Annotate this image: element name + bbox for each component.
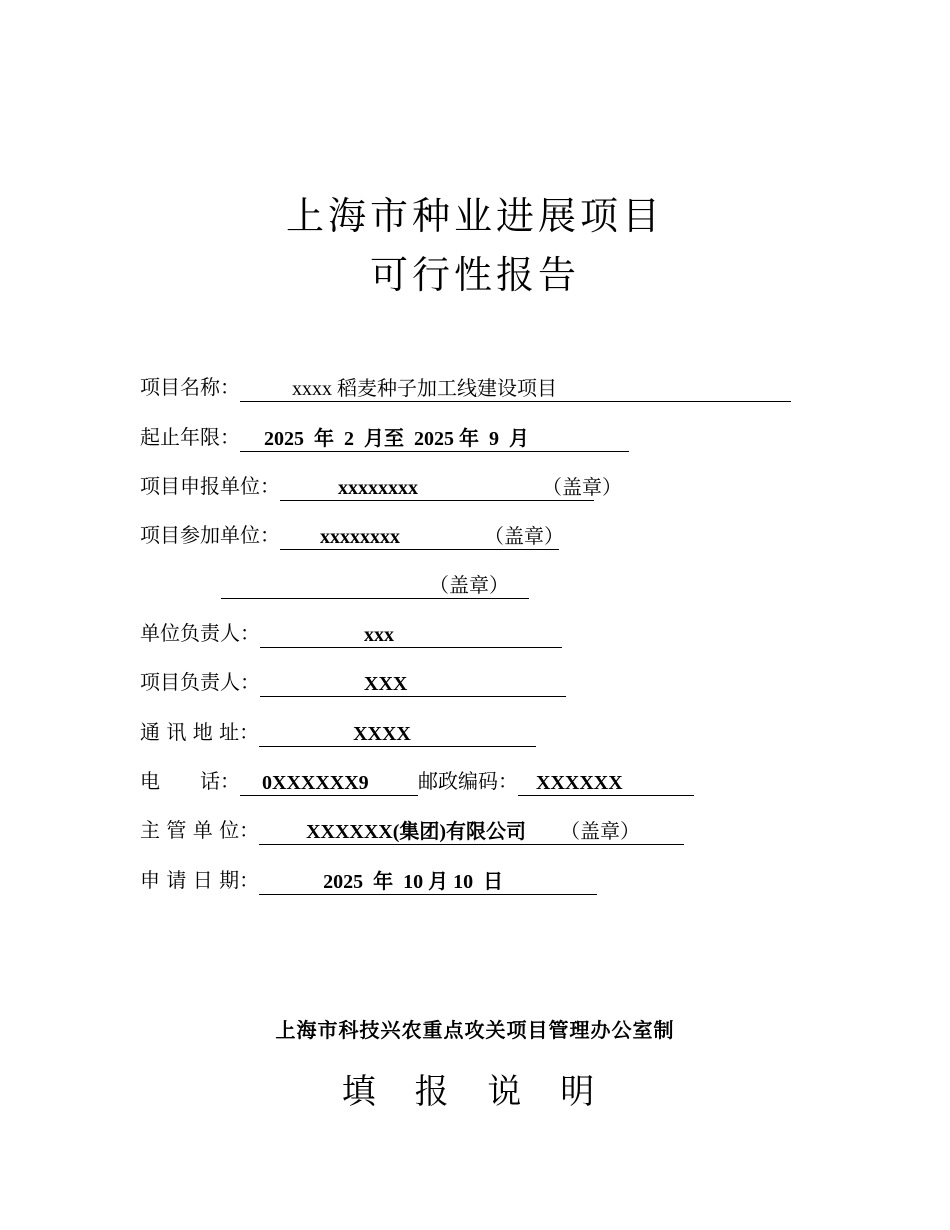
unit-head-field — [260, 623, 562, 648]
project-head-row — [140, 667, 566, 697]
applicant-seal: （盖章） — [542, 477, 622, 499]
address-label: 通 讯 地 址： — [140, 720, 260, 744]
report-title-line2: 可行性报告 — [369, 253, 580, 297]
supervisor-value: XXXXXX(集团)有限公司 — [306, 821, 527, 843]
project-head-field — [260, 672, 566, 697]
apply-date-row — [140, 865, 597, 895]
unit-head-row — [140, 618, 562, 648]
project-head-value: XXX — [364, 673, 408, 695]
phone-row — [140, 766, 694, 796]
postcode-label: 邮政编码： — [418, 769, 518, 793]
project-name-field — [240, 377, 791, 402]
unit-head-value: xxx — [364, 624, 394, 646]
participant2-seal: （盖章） — [429, 575, 509, 597]
participant-row — [140, 520, 564, 550]
period-field — [240, 427, 629, 452]
address-row — [140, 717, 536, 747]
report-title-line1: 上海市种业进展项目 — [285, 194, 664, 238]
project-head-label: 项目负责人： — [140, 670, 260, 694]
apply-date-label: 申 请 日 期： — [140, 868, 260, 892]
supervisor-label: 主 管 单 位： — [140, 818, 260, 842]
issuer-line: 上海市科技兴农重点攻关项目管理办公室制 — [275, 1018, 675, 1042]
phone-label: 电 话： — [140, 769, 240, 793]
applicant-value: xxxxxxxx — [338, 477, 418, 499]
participant2-row — [221, 569, 529, 599]
project-name-value: xxxx 稻麦种子加工线建设项目 — [292, 378, 557, 400]
participant-seal: （盖章） — [484, 526, 564, 548]
period-value: 2025 年 2 月至 2025 年 9 月 — [264, 428, 529, 450]
project-name-row — [140, 372, 791, 402]
supervisor-row — [140, 815, 684, 845]
phone-value: 0XXXXXX9 — [262, 772, 369, 794]
participant-label: 项目参加单位： — [140, 523, 280, 547]
address-field — [259, 722, 536, 747]
period-row — [140, 422, 629, 452]
supervisor-seal: （盖章） — [560, 821, 641, 843]
postcode-value: XXXXXX — [536, 772, 623, 794]
apply-date-field — [259, 870, 597, 895]
supervisor-field — [259, 820, 684, 845]
applicant-row — [140, 471, 622, 501]
applicant-label: 项目申报单位： — [140, 474, 280, 498]
phone-field — [240, 771, 418, 796]
participant-field — [280, 525, 564, 550]
address-value: XXXX — [353, 723, 411, 745]
period-label: 起止年限： — [140, 425, 240, 449]
participant2-field — [221, 574, 529, 599]
project-name-label: 项目名称： — [140, 375, 240, 399]
participant-value: xxxxxxxx — [320, 526, 400, 548]
apply-date-value: 2025 年 10 月 10 日 — [323, 871, 504, 893]
unit-head-label: 单位负责人： — [140, 621, 260, 645]
section-heading: 填 报 说 明 — [341, 1072, 609, 1112]
applicant-field — [280, 476, 622, 501]
postcode-field — [518, 771, 694, 796]
